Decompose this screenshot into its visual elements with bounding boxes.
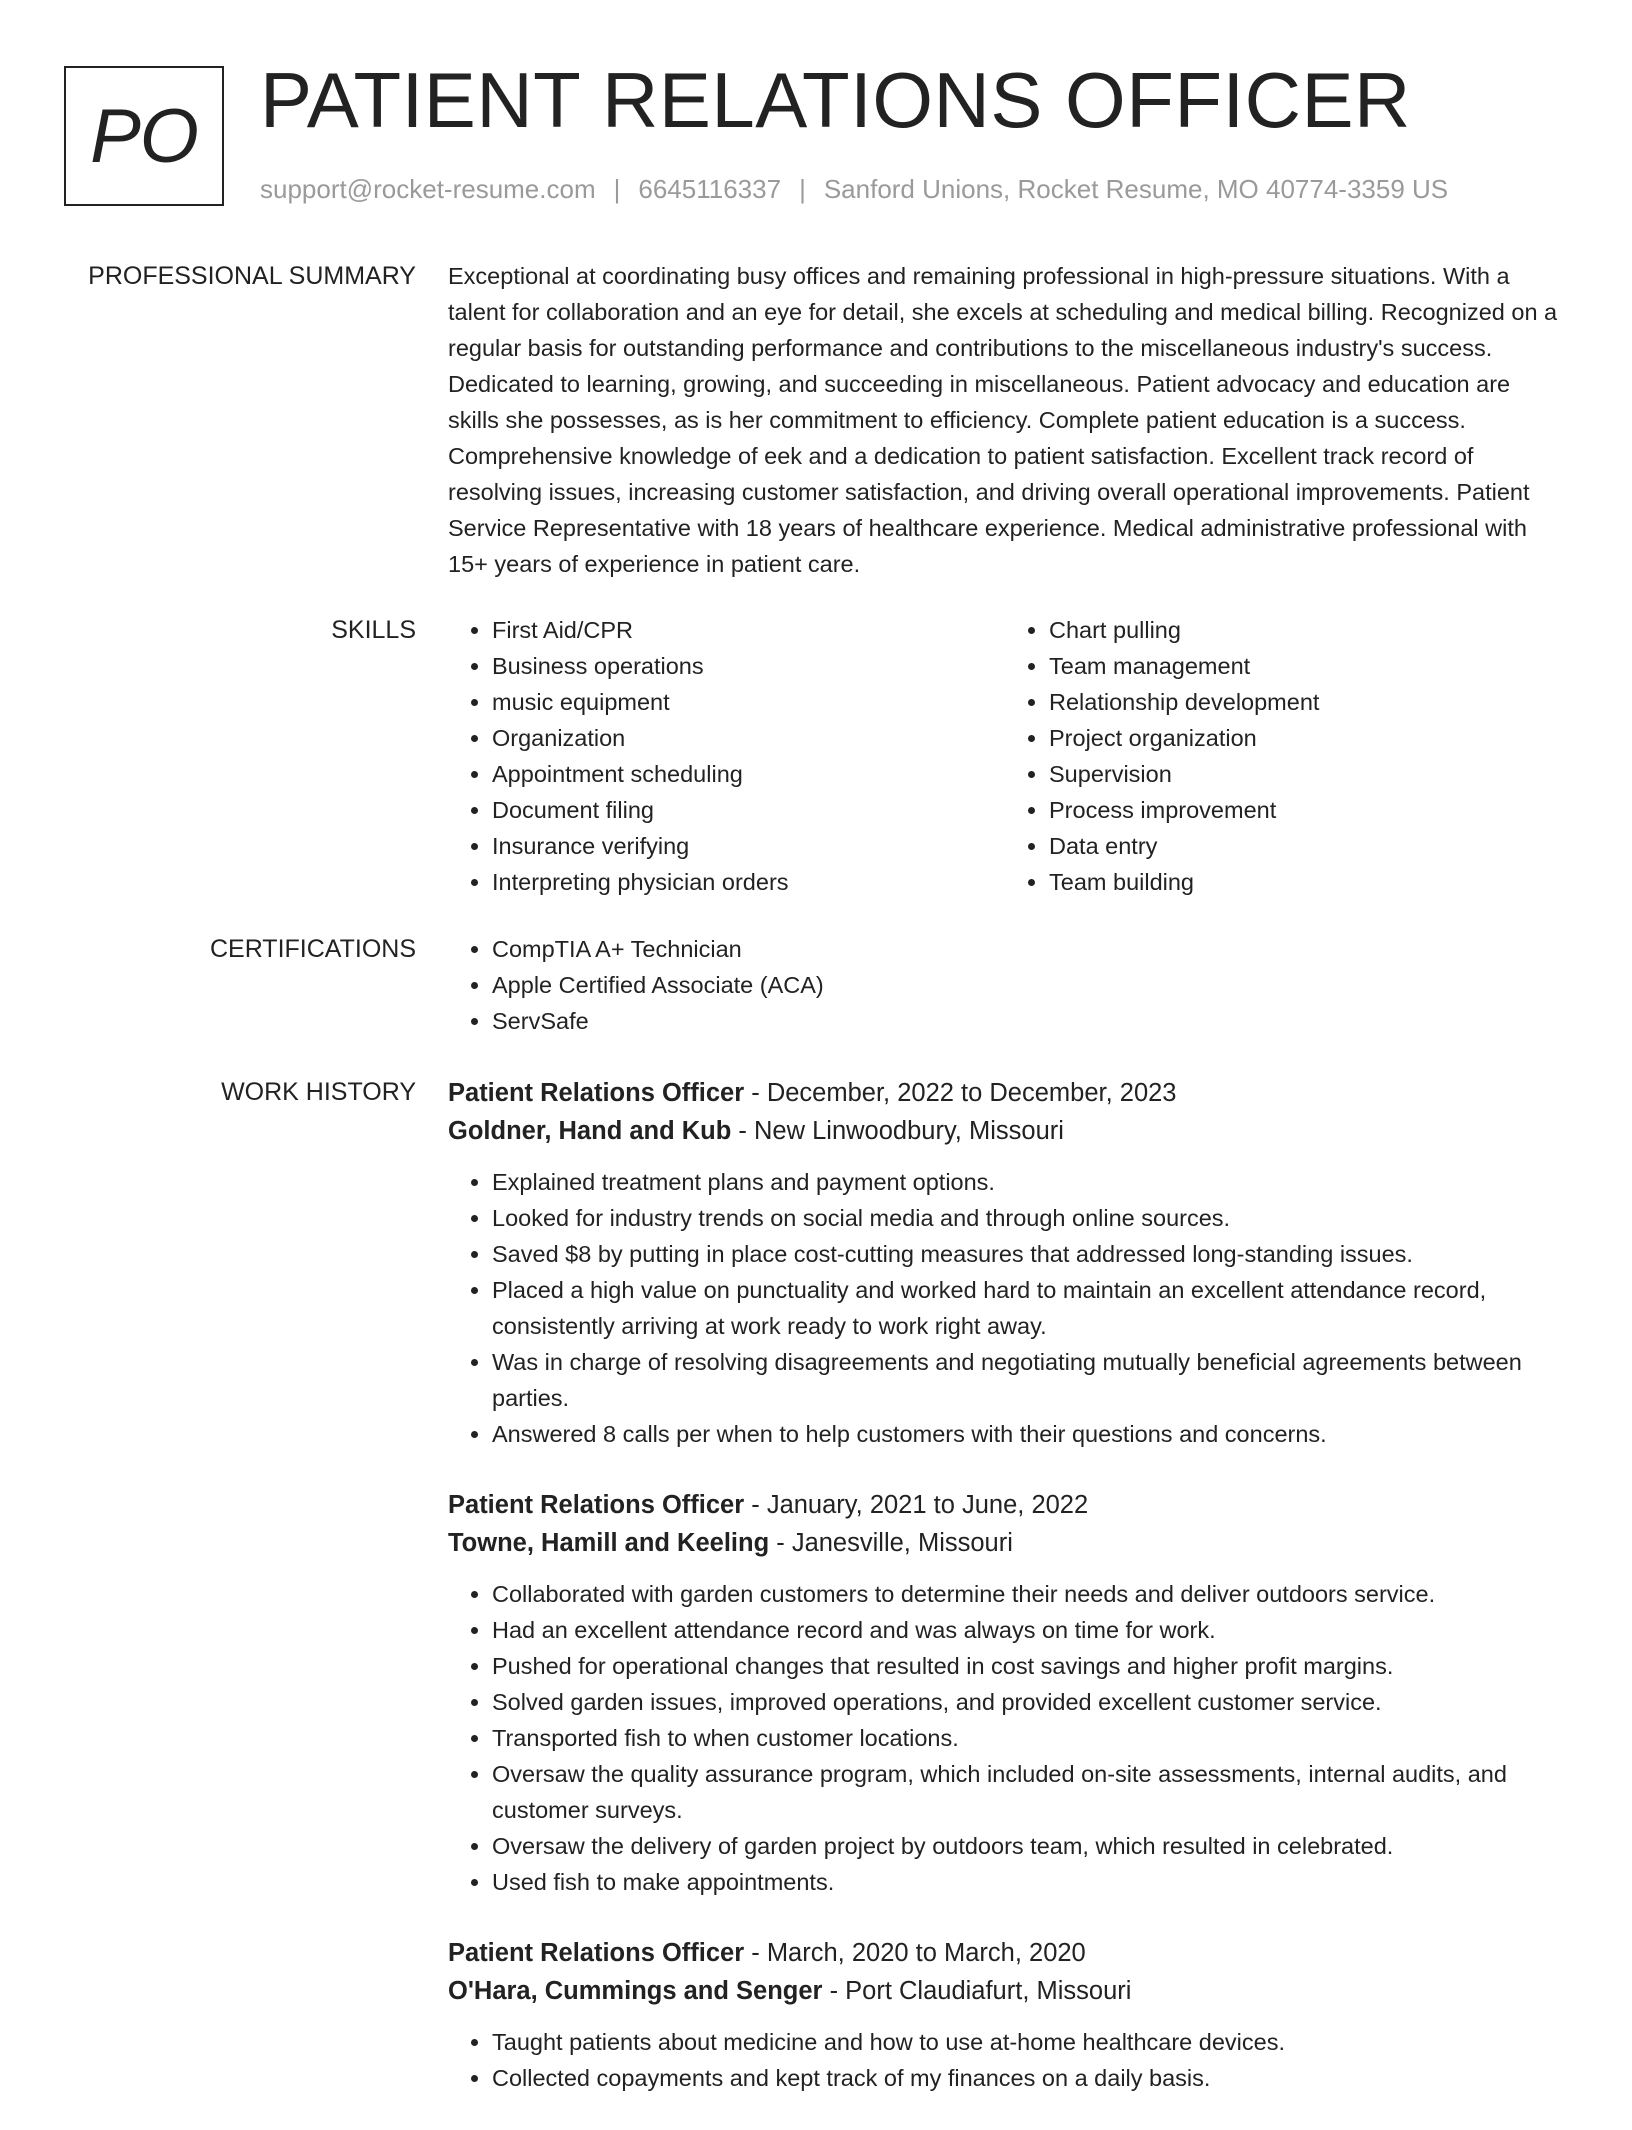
skill-item: • Organization xyxy=(492,720,1005,756)
job-bullets xyxy=(448,1576,1562,1900)
job-dates: - December, 2022 to December, 2023 xyxy=(744,1079,1177,1107)
skills-list-left xyxy=(448,612,1005,900)
job-bullet: • Transported fish to when customer locations. xyxy=(492,1720,1562,1756)
certifications-body xyxy=(448,931,1562,1039)
skill-item: • Relationship development xyxy=(1049,684,1562,720)
job-company-line xyxy=(448,1972,1562,2010)
job-bullet: • Used fish to make appointments. xyxy=(492,1864,1562,1900)
contact-email: support@rocket-resume.com xyxy=(260,174,596,204)
job-header xyxy=(448,1486,1562,1562)
job-bullet: • Answered 8 calls per when to help customers with their questions and concerns. xyxy=(492,1416,1562,1452)
summary-heading: PROFESSIONAL SUMMARY xyxy=(88,262,416,290)
separator: | xyxy=(799,174,806,204)
contact-address: Sanford Unions, Rocket Resume, MO 40774-3359 US xyxy=(823,174,1449,204)
certifications-list xyxy=(448,931,1562,1039)
job-title-line xyxy=(448,1934,1562,1972)
skill-item: • Chart pulling xyxy=(1049,612,1562,648)
job-location: - Port Claudiafurt, Missouri xyxy=(822,1977,1132,2005)
job-title: Patient Relations Officer xyxy=(448,1491,745,1519)
job-location: - Janesville, Missouri xyxy=(769,1529,1013,1557)
skill-item: • Document filing xyxy=(492,792,1005,828)
work-history-body xyxy=(448,1074,1562,2130)
skills-heading: SKILLS xyxy=(331,616,416,644)
job-company-line xyxy=(448,1112,1562,1150)
job-title-line xyxy=(448,1486,1562,1524)
job-bullet: • Looked for industry trends on social media and through online sources. xyxy=(492,1200,1562,1236)
job-dates: - March, 2020 to March, 2020 xyxy=(744,1939,1086,1967)
skill-item: • Team building xyxy=(1049,864,1562,900)
job-entry xyxy=(448,1934,1562,2096)
contact-phone: 6645116337 xyxy=(638,174,782,204)
skill-item: • Process improvement xyxy=(1049,792,1562,828)
skill-item: • Business operations xyxy=(492,648,1005,684)
job-bullet: • Collected copayments and kept track of my finances on a daily basis. xyxy=(492,2060,1562,2096)
job-title: Patient Relations Officer xyxy=(448,1079,745,1107)
skill-item: • Appointment scheduling xyxy=(492,756,1005,792)
job-bullet: • Had an excellent attendance record and was always on time for work. xyxy=(492,1612,1562,1648)
certification-item: • CompTIA A+ Technician xyxy=(492,931,1562,967)
work-history-heading: WORK HISTORY xyxy=(221,1078,416,1106)
job-header xyxy=(448,1074,1562,1150)
job-bullet: • Explained treatment plans and payment options. xyxy=(492,1164,1562,1200)
resume-title: PATIENT RELATIONS OFFICER xyxy=(260,56,1411,144)
skill-item: • First Aid/CPR xyxy=(492,612,1005,648)
skill-item: • Interpreting physician orders xyxy=(492,864,1005,900)
summary-text: Exceptional at coordinating busy offices and remaining professional in high-pressure situations. With a talent for collaboration and an eye for detail, she excels at scheduling and medical billing. Recognized on a regular basis for outstanding performance and contributions to the miscellaneous industry's success. Dedicated to learning, growing, and succeeding in miscellaneous. Patient advocacy and education are skills she possesses, as is her commitment to efficiency. Complete patient education is a success. Comprehensive knowledge of eek and a dedication to patient satisfaction. Excellent track record of resolving issues, increasing customer satisfaction, and driving overall operational improvements. Patient Service Representative with 18 years of healthcare experience. Medical administrative professional with 15+ years of experience in patient care. xyxy=(448,263,1558,577)
job-entry xyxy=(448,1486,1562,1900)
skill-item: • music equipment xyxy=(492,684,1005,720)
job-company: Goldner, Hand and Kub xyxy=(448,1117,732,1145)
skill-item: • Data entry xyxy=(1049,828,1562,864)
skills-list-right xyxy=(1005,612,1562,900)
job-header xyxy=(448,1934,1562,2010)
job-bullet: • Solved garden issues, improved operations, and provided excellent customer service. xyxy=(492,1684,1562,1720)
job-bullet: • Taught patients about medicine and how to use at-home healthcare devices. xyxy=(492,2024,1562,2060)
skills-grid xyxy=(448,612,1562,900)
job-dates: - January, 2021 to June, 2022 xyxy=(744,1491,1089,1519)
job-bullet: • Pushed for operational changes that resulted in cost savings and higher profit margins. xyxy=(492,1648,1562,1684)
job-title-line xyxy=(448,1074,1562,1112)
job-bullet: • Oversaw the delivery of garden project by outdoors team, which resulted in celebrated. xyxy=(492,1828,1562,1864)
job-company: Towne, Hamill and Keeling xyxy=(448,1529,770,1557)
job-bullets xyxy=(448,1164,1562,1452)
job-location: - New Linwoodbury, Missouri xyxy=(731,1117,1064,1145)
certifications-heading: CERTIFICATIONS xyxy=(209,935,416,963)
job-company-line xyxy=(448,1524,1562,1562)
job-bullet: • Was in charge of resolving disagreements and negotiating mutually beneficial agreements between parties. xyxy=(492,1344,1562,1416)
contact-line xyxy=(260,174,1448,205)
job-title: Patient Relations Officer xyxy=(448,1939,745,1967)
job-company: O'Hara, Cummings and Senger xyxy=(448,1977,823,2005)
skill-item: • Team management xyxy=(1049,648,1562,684)
certification-item: • ServSafe xyxy=(492,1003,1562,1039)
skill-item: • Supervision xyxy=(1049,756,1562,792)
job-entry xyxy=(448,1074,1562,1452)
skill-item: • Project organization xyxy=(1049,720,1562,756)
skill-item: • Insurance verifying xyxy=(492,828,1005,864)
monogram-badge: PO xyxy=(64,66,224,206)
job-bullet: • Placed a high value on punctuality and worked hard to maintain an excellent attendance record, consistently arriving at work ready to work right away. xyxy=(492,1272,1562,1344)
job-bullet: • Saved $8 by putting in place cost-cutting measures that addressed long-standing issues. xyxy=(492,1236,1562,1272)
separator: | xyxy=(613,174,621,204)
job-bullets xyxy=(448,2024,1562,2096)
job-bullet: • Oversaw the quality assurance program, which included on-site assessments, internal audits, and customer surveys. xyxy=(492,1756,1562,1828)
certification-item: • Apple Certified Associate (ACA) xyxy=(492,967,1562,1003)
job-bullet: • Collaborated with garden customers to determine their needs and deliver outdoors service. xyxy=(492,1576,1562,1612)
